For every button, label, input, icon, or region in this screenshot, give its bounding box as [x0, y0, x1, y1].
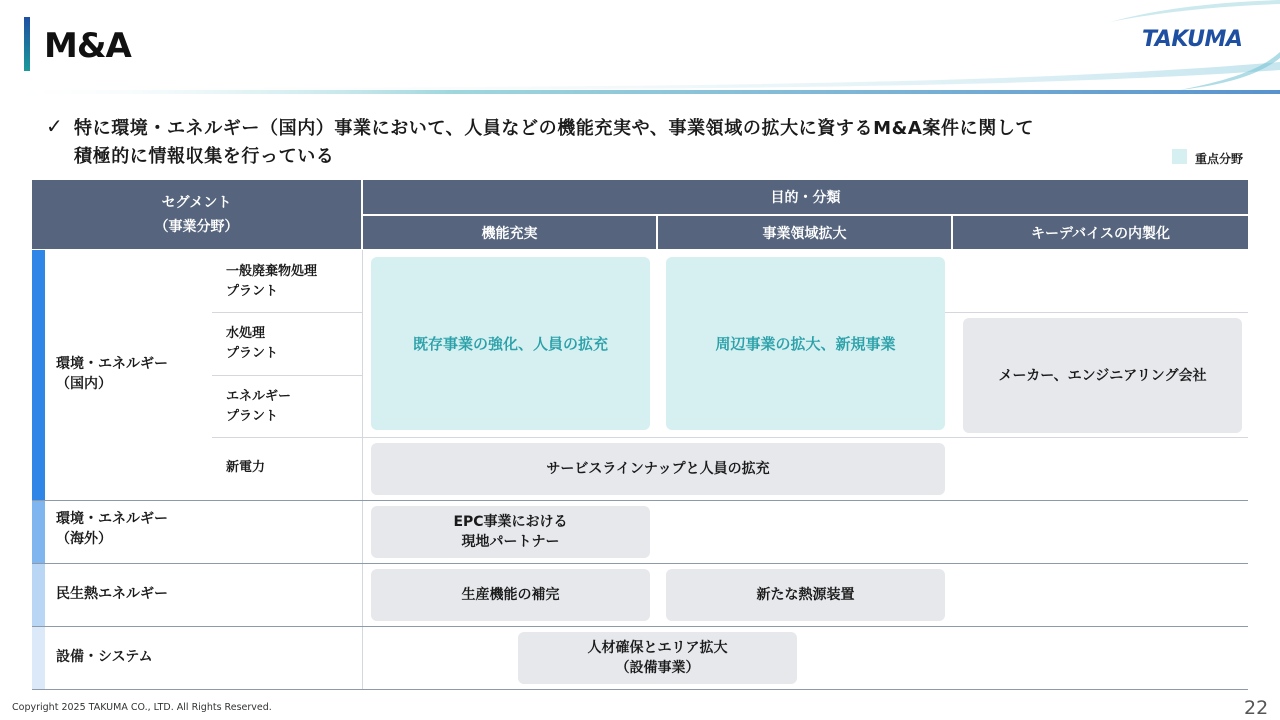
cell-line: 現地パートナー — [461, 534, 560, 550]
grid-hline — [32, 563, 1248, 564]
segment-label-domestic — [56, 354, 168, 394]
grid-hline — [212, 312, 362, 313]
segment-bar-heat — [32, 564, 45, 626]
sub-segment-line: プラント — [226, 284, 279, 299]
cell-heat-expansion: 新たな熱源装置 — [666, 569, 945, 621]
grid-vline — [362, 250, 363, 689]
segment-label-line: （国内） — [56, 376, 112, 392]
cell-domestic-expansion: 周辺事業の拡大、新規事業 — [666, 257, 945, 430]
grid-hline — [945, 312, 1248, 313]
purpose-header: 目的・分類 — [363, 180, 1248, 214]
segment-label-line: （海外） — [56, 531, 112, 547]
sub-segment-water — [226, 324, 278, 364]
segment-header-line-1: セグメント — [161, 194, 232, 211]
cell-equipment — [518, 632, 797, 684]
page-title: M&A — [44, 26, 131, 66]
grid-hline — [32, 500, 1248, 501]
grid-hline — [212, 437, 1248, 438]
segment-label-line: 環境・エネルギー — [56, 511, 168, 527]
company-logo: TAKUMA — [1142, 27, 1243, 52]
copyright-text: Copyright 2025 TAKUMA CO., LTD. All Rights Reserved. — [12, 702, 272, 713]
bullet-text-line-1: 特に環境・エネルギー（国内）事業において、人員などの機能充実や、事業領域の拡大に資するM&A案件に関して — [74, 118, 1035, 139]
segment-bar-overseas — [32, 501, 45, 563]
bullet-text-line-2: 積極的に情報収集を行っている — [74, 146, 335, 167]
grid-hline — [32, 626, 1248, 627]
sub-segment-line: 一般廃棄物処理 — [226, 264, 318, 279]
cell-line: EPC事業における — [453, 514, 568, 530]
segment-label-overseas — [56, 509, 168, 549]
legend-swatch — [1172, 149, 1187, 164]
cell-heat-function: 生産機能の補完 — [371, 569, 650, 621]
sub-segment-energy — [226, 387, 291, 427]
segment-bar-domestic — [32, 250, 45, 500]
checkmark-icon: ✓ — [46, 114, 63, 138]
segment-bar-equipment — [32, 627, 45, 689]
cell-overseas-function — [371, 506, 650, 558]
cell-line: （設備事業） — [615, 660, 700, 676]
segment-label-equipment — [56, 647, 153, 667]
segment-label-line: 環境・エネルギー — [56, 356, 168, 372]
header-swoosh-decoration — [0, 0, 1280, 100]
legend-label: 重点分野 — [1195, 152, 1244, 166]
column-header-function: 機能充実 — [363, 216, 656, 249]
cell-domestic-function: 既存事業の強化、人員の拡充 — [371, 257, 650, 430]
column-header-key-device: キーデバイスの内製化 — [953, 216, 1248, 249]
segment-label-line: 設備・システム — [56, 649, 153, 665]
grid-hline — [32, 689, 1248, 690]
cell-new-power: サービスラインナップと人員の拡充 — [371, 443, 945, 495]
sub-segment-new-power — [226, 458, 265, 478]
segment-label-heat — [56, 584, 168, 604]
sub-segment-line: プラント — [226, 409, 279, 424]
segment-header-line-2: （事業分野） — [154, 218, 239, 235]
sub-segment-line: プラント — [226, 346, 279, 361]
title-accent-bar — [24, 17, 30, 71]
sub-segment-line: エネルギー — [226, 389, 292, 404]
segment-header — [32, 180, 361, 249]
cell-domestic-key-device: メーカー、エンジニアリング会社 — [963, 318, 1242, 433]
sub-segment-line: 新電力 — [226, 460, 266, 475]
sub-segment-line: 水処理 — [226, 326, 266, 341]
column-header-expansion: 事業領域拡大 — [658, 216, 951, 249]
cell-line: 人材確保とエリア拡大 — [587, 640, 728, 656]
page-number: 22 — [1244, 697, 1269, 719]
grid-hline — [212, 375, 362, 376]
sub-segment-waste — [226, 262, 317, 302]
segment-label-line: 民生熱エネルギー — [56, 586, 168, 602]
